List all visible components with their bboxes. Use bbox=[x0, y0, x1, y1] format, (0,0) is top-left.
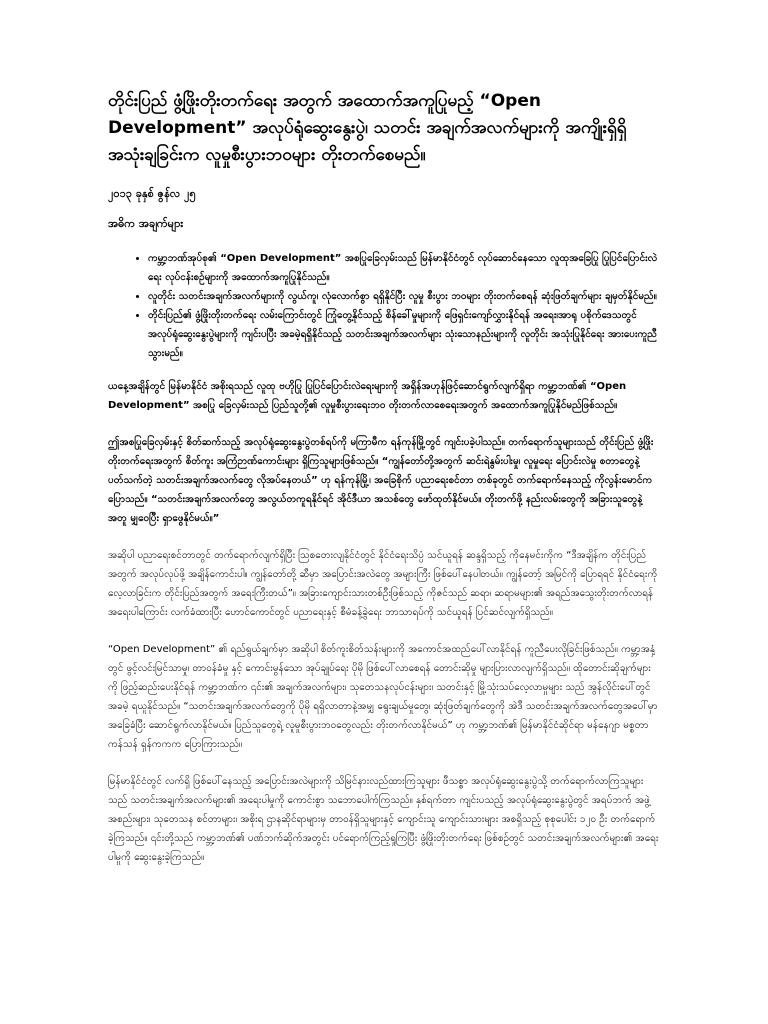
body-paragraph: မြန်မာနိုင်ငံတွင် လက်ရှိ ဖြစ်ပေါ်နေသည့် အပြောင်းအလဲများကို သိမြင်နားလည်ထားကြသူများ ဖီသစ္စာ အလုပ်ရုံဆွေးနွေးပွဲသို့ တက်ရောက်လာကြသူများသည် သတင်းအချက်အလက်များ၏ အရေးပါမှုကို ကောင်းစွာ သဘောပေါက်ကြသည်။ နှစ်ရက်တာ ကျင်းပသည့် အလုပ်ရုံဆွေးနွေးပွဲတွင် အရပ်ဘက် အဖွဲ့အစည်းများ၊ သုတေသန စင်တာများ၊ အစိုးရ ဌာနဆိုင်ရာများမှ တာဝန်ရှိသူများနှင့် ကျောင်းသူ ကျောင်းသားများ အစရှိသည့် စုစုပေါင်း ၁၂၀ ဦး တက်ရောက်ခဲ့ကြသည်။ ၎င်းတို့သည် ကမ္ဘာ့ဘဏ်၏ ပဏ်ဘက်ဆိုက်အတွင်း ပင်ရောက်ကြည့်ရှုကြပြီး ဖွံ့ဖြိုးတိုးတက်ရေး ဖြစ်စဉ်တွင် သတင်းအချက်အလက်များ၏ အရေးပါမှုကို ဆွေးနွေးခဲ့ကြသည်။ bbox=[108, 776, 659, 863]
highlight-item: • တိုင်းပြည်၏ ဖွံ့ဖြိုးတိုးတက်ရေး လမ်းကြောင်းတွင် ကြုံတွေ့နိုင်သည့် စိန်ခေါ်မှုများကို ဖြေရှင်းကျော်လွှားနိုင်ရန် အရေး၊အာရု ပစိုက်ဒေသတွင် အလုပ်ရုံဆွေးနွေးပွဲများကို ကျင်းပပြီး အခမဲ့ရရှိနိုင်သည့် သတင်းအချက်အလက်များ သုံးသောနည်းများကို လူတိုင်း အသုံးပြုနိုင်ရေး အားပေးကူညီသွားမည်။ bbox=[148, 306, 660, 363]
publish-date: ၂၀၁၃ ခုနှစ် ဇွန်လ ၂၅ bbox=[108, 187, 196, 200]
highlight-item: • ကမ္ဘာ့ဘဏ်အုပ်စု၏ “Open Development” အစပြုခြေလှမ်းသည် မြန်မာနိုင်ငံတွင် လုပ်ဆောင်နေသော လူထုအခြေပြု ပြုပြင်ပြောင်းလဲရေး လုပ်ငန်းစဉ်များကို အထောက်အကူပြုနိုင်သည်။ bbox=[148, 249, 660, 287]
body-paragraph: ယနေ့အချိန်တွင် မြန်မာနိုင်ငံ အစိုးရသည် လူထု ဗဟိုပြု ပြုပြင်ပြောင်းလဲရေးများကို အရှိန်အဟုန်ဖြင့်ဆောင်ရွက်လျက်ရှိရာ ကမ္ဘာ့ဘဏ်၏ “Open Development” အစပြု ခြေလှမ်းသည် ပြည်သူတို့၏ လူမှုစီးပွားရေးဘဝ တိုးတက်လာစေရေးအတွက် အထောက်အကူပြုနိုင်မည်ဖြစ်သည်။ bbox=[108, 381, 627, 411]
highlights-list bbox=[108, 249, 660, 363]
article-title: တိုင်းပြည် ဖွံ့ဖြိုးတိုးတက်ရေး အတွက် အထောက်အကူပြုမည့် “Open Development” အလုပ်ရုံဆွေးနွေးပွဲ၊ သတင်း အချက်အလက်များကို အကျိုးရှိရှိ အသုံးချခြင်းက လူမှုစီးပွားဘဝများ တိုးတက်စေမည်။ bbox=[108, 91, 627, 165]
body-paragraph: ဤအစပြုခြေလှမ်းနှင့် စိတ်ဆက်သည့် အလုပ်ရုံဆွေးနွေးပွဲတစ်ရပ်ကို မကြာမီက ရန်ကုန်မြို့တွင် ကျင်းပခဲ့ပါသည်။ တက်ရောက်သူများသည် တိုင်းပြည် ဖွံ့ဖြိုးတိုးတက်ရေးအတွက် စိတ်ကူး အကြံဉာဏ်ကောင်းများ ရှိကြသူများဖြစ်သည်။ “ကျွန်တော်တို့အတွက် ဆင်းရဲနွမ်းပါးမှု၊ လူမှုရေး ပြောင်းလဲမှု စတာတွေနဲ့ ပတ်သက်တဲ့ သတင်းအချက်အလက်တွေ လိုအပ်နေတယ်” ဟု ရန်ကုန်မြို့၊ အခြေစိုက် ပညာရေးစင်တာ တစ်ခုတွင် တက်ရောက်နေသည့် ကိုလွန်းမောင်က ပြောသည်။ “သတင်းအချက်အလက်တွေ အလွယ်တကူရနိုင်ရင် အိုင်ဒီယာ အသစ်တွေ ဖော်ထုတ်နိုင်မယ်။ တိုးတက်ဖို့ နည်းလမ်းတွေကို အခြားသူတွေနဲ့အတူ မျှဝေပြီး ရှာဖွေနိုင်မယ်။” bbox=[108, 437, 654, 524]
highlight-item: • လူတိုင်း သတင်းအချက်အလက်များကို လွယ်ကူ၊ လုံလောက်စွာ ရရှိနိုင်ပြီး လူမှု စီးပွား ဘဝများ တိုးတက်စေရန် ဆုံးဖြတ်ချက်များ ချမှတ်နိုင်မည်။ bbox=[148, 287, 660, 306]
body-paragraph: အဆိုပါ ပညာရေးစင်တာတွင် တက်ရောက်လျက်ရှိပြီး သြစတေးလျနိုင်ငံတွင် နိုင်ငံရေးသိပ္ပံ သင်ယူရန် ဆန္ဒရှိသည့် ကိုနေမင်းကိုက “ဒီအချိန်က တိုင်းပြည်အတွက် အလုပ်လုပ်ဖို့ အချိန်ကောင်းပါ။ ကျွန်တော်တို့ ဆီမှာ အပြောင်းအလဲတွေ အများကြီး ဖြစ်ပေါ်နေပါတယ်။ ကျွန်တော့် အမြင်ကို ပြောရရင် နိုင်ငံရေးကို လေ့လာခြင်းက တိုင်းပြည်အတွက် အရေးကြီးတယ်”။ အခြားကျောင်းသားတစ်ဦးဖြစ်သည့် ကိုဇင်သည် ဆရာ၊ ဆရာမများ၏ အရည်အသွေးတိုးတက်လာရန် အရေးပါကြောင်း လက်ခံထားပြီး ဟောင်ကောင်တွင် ပညာရေးနှင့် စီမံခန့်ခွဲရေး ဘာသာရပ်ကို သင်ယူရန် ပြင်ဆင်လျက်ရှိသည်။ bbox=[108, 550, 658, 618]
body-paragraph: “Open Development” ၏ ရည်ရွယ်ချက်မှာ အဆိုပါ စိတ်ကူးစိတ်သန်းများကို အကောင်အထည်ပေါ်လာနိုင်ရန် ကူညီပေးလိုခြင်းဖြစ်သည်။ ကမ္ဘာ့အနှံ့တွင် ဖွင့်လင်းမြင်သာမှု၊ တာဝန်ခံမှု နှင့် ကောင်းမွန်သော အုပ်ချုပ်ရေး ပိုမို ဖြစ်ပေါ်လာစေရန် တောင်းဆိုမှု များပြားလာလျက်ရှိသည်။ ထိုတောင်းဆိုချက်များကို ဖြည့်ဆည်းပေးနိုင်ရန် ကမ္ဘာ့ဘဏ်က ၎င်း၏ အချက်အလက်များ၊ သုတေသနလုပ်ငန်းများ၊ သတင်းနှင့် မြို့သုံးသပ်လေ့လာမှုများ သည် အွန်လိုင်းပေါ်တွင် အခမဲ့ ရယူနိုင်သည်။ “သတင်းအချက်အလက်တွေကို ပိုမို ရရှိလာတာနဲ့အမျှ ရွေးချယ်မှုတွေ၊ ဆုံးဖြတ်ချက်တွေကို အဲဒီ သတင်းအချက်အလက်တွေအပေါ်မှာ အခြေခံပြီး ဆောင်ရွက်လာနိုင်မယ်။ ပြည်သူတွေရဲ့ လူမှုစီးပွားဘဝတွေလည်း တိုးတက်လာနိုင်မယ်” ဟု ကမ္ဘာ့ဘဏ်၏ မြန်မာနိုင်ငံဆိုင်ရာ မန်နေဂျာ မစ္စတာ ကန်သန် ရှန်ကကက ပြောကြားသည်။ bbox=[108, 644, 658, 750]
highlights-heading: အဓိက အချက်များ bbox=[108, 217, 184, 230]
